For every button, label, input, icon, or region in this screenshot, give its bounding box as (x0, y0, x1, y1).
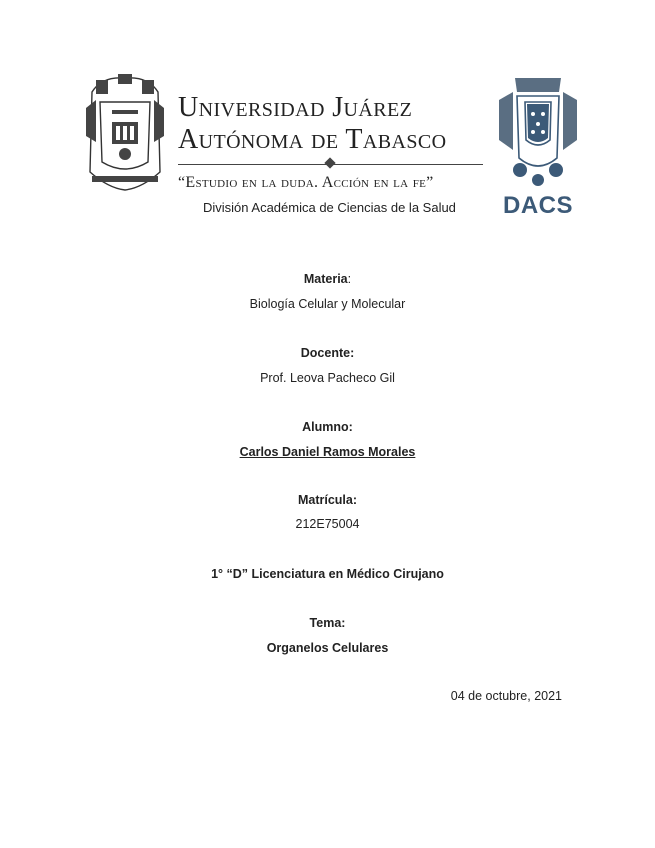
alumno-value: Carlos Daniel Ramos Morales (239, 445, 416, 459)
tema-value: Organelos Celulares (266, 641, 389, 655)
group-program: 1° “D” Licenciatura en Médico Cirujano (211, 567, 444, 581)
divider-diamond-icon (324, 157, 335, 168)
dacs-label: DACS (502, 192, 573, 219)
university-motto: “Estudio en la duda. Acción en la fe” (178, 174, 434, 191)
materia-label: Materia (303, 272, 348, 286)
dacs-crest-logo (495, 70, 581, 190)
alumno-label: Alumno: (302, 420, 353, 434)
university-title (178, 92, 488, 156)
materia-value: Biología Celular y Molecular (249, 297, 406, 311)
materia-colon: : (347, 272, 352, 286)
docente-label: Docente: (300, 346, 355, 360)
university-title-line1: Universidad Juárez (178, 92, 413, 123)
university-title-line2: Autónoma de Tabasco (178, 124, 447, 155)
tema-label: Tema: (309, 616, 346, 630)
docente-value: Prof. Leova Pacheco Gil (260, 371, 395, 385)
matricula-label: Matrícula: (297, 493, 358, 507)
matricula-value: 212E75004 (295, 517, 360, 531)
document-date: 04 de octubre, 2021 (450, 689, 562, 703)
materia-heading (0, 272, 655, 286)
division-name: División Académica de Ciencias de la Salud (203, 200, 456, 215)
ujat-crest-logo (82, 72, 168, 194)
